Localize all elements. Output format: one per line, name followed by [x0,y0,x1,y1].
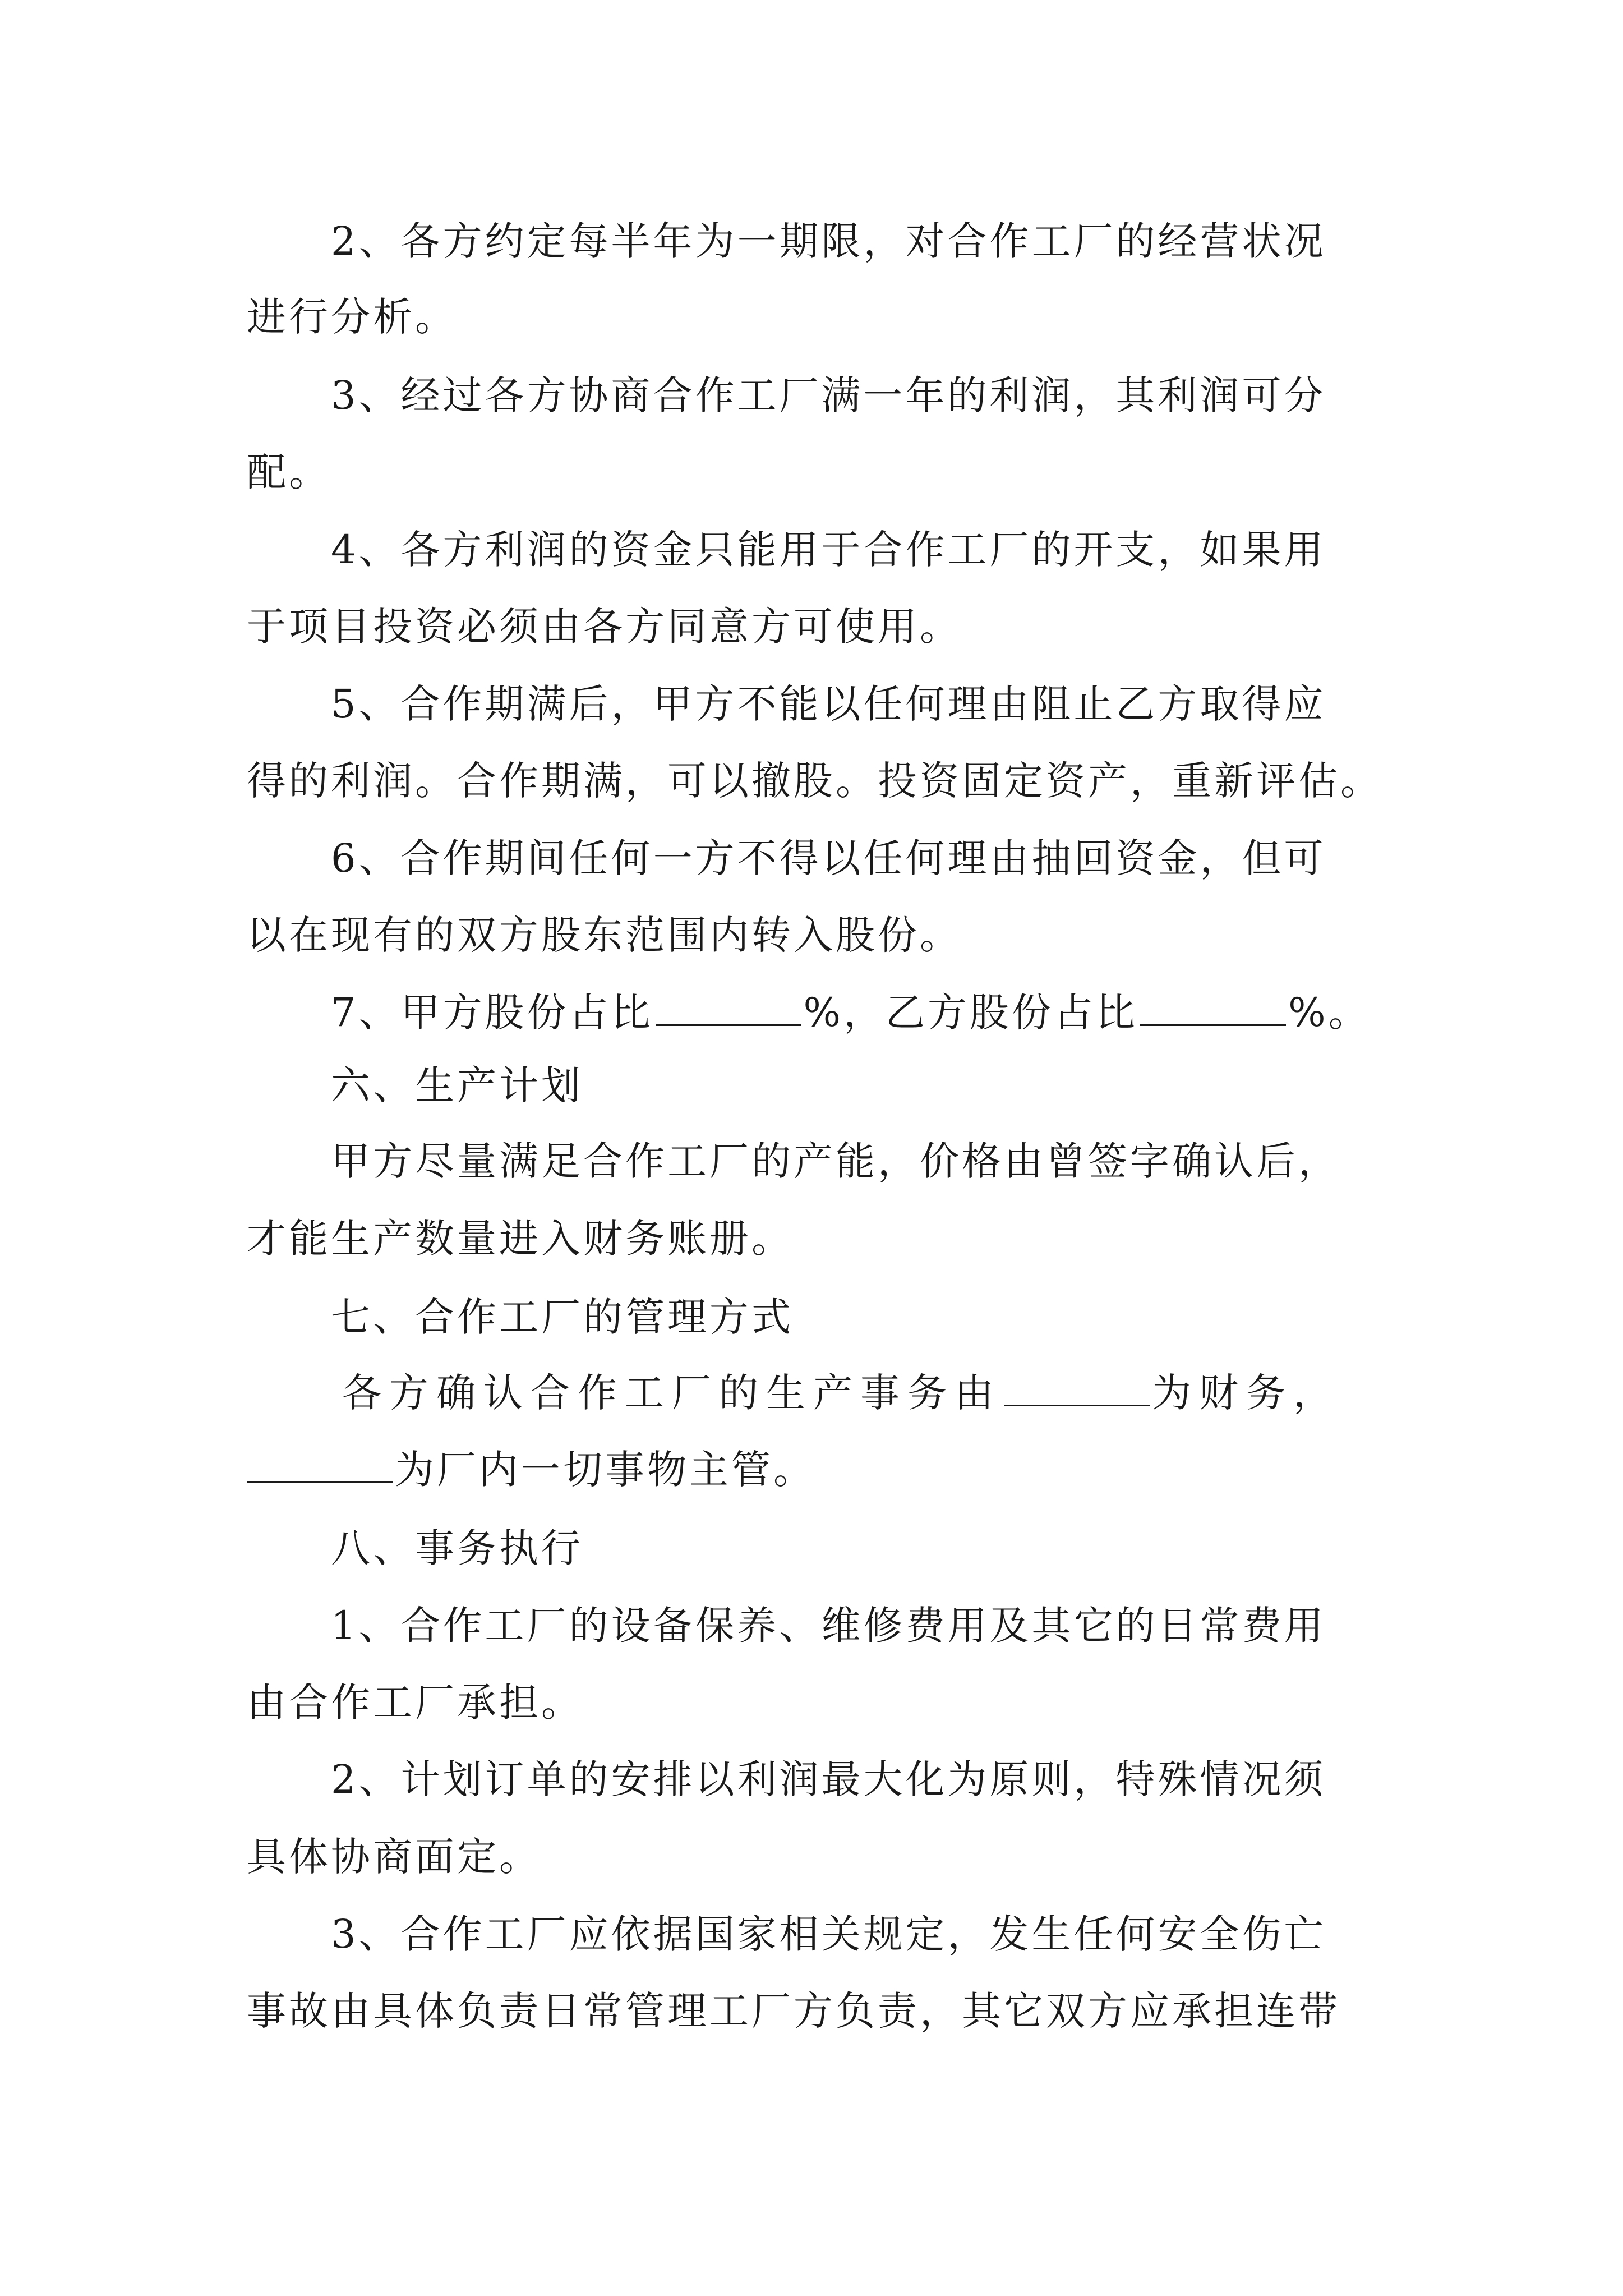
paragraph-line: 3、经过各方协商合作工厂满一年的利润，其利润可分 [331,372,1326,418]
section-heading: 七、合作工厂的管理方式 [331,1294,794,1340]
paragraph-line: 2、计划订单的安排以利润最大化为原则，特殊情况须 [331,1756,1326,1802]
paragraph-line: 事故由具体负责日常管理工厂方负责，其它双方应承担连带 [247,1988,1340,2034]
paragraph-line: 由合作工厂承担。 [247,1680,583,1726]
shares-text-2: %，乙方股份占比 [803,990,1138,1036]
management-text-1: 各方确认合作工厂的生产事务由 [342,1370,1002,1416]
paragraph-line: 3、合作工厂应依据国家相关规定，发生任何安全伤亡 [331,1911,1326,1957]
paragraph-line: 进行分析。 [247,294,457,340]
paragraph-line: 2、各方约定每半年为一期限，对合作工厂的经营状况 [331,218,1326,264]
management-line [342,1365,1340,1421]
paragraph-line: 6、合作期间任何一方不得以任何理由抽回资金，但可 [331,835,1326,881]
manager-text: 为厂内一切事物主管。 [395,1447,815,1493]
party-a-share-blank[interactable] [656,991,801,1026]
paragraph-line: 才能生产数量进入财务账册。 [247,1216,794,1262]
management-text-2: 为财务， [1152,1370,1340,1416]
paragraph-line: 于项目投资必须由各方同意方可使用。 [247,604,962,650]
section-heading: 八、事务执行 [331,1525,583,1571]
finance-person-blank[interactable] [1004,1371,1150,1406]
shares-text-3: %。 [1288,990,1371,1036]
party-b-share-blank[interactable] [1140,991,1286,1026]
paragraph-line: 4、各方利润的资金只能用于合作工厂的开支，如果用 [331,527,1326,573]
paragraph-line: 配。 [247,449,331,495]
paragraph-line: 5、合作期满后，甲方不能以任何理由阻止乙方取得应 [331,681,1326,727]
paragraph-line: 具体协商面定。 [247,1834,541,1880]
paragraph-line: 以在现有的双方股东范围内转入股份。 [247,912,962,958]
section-heading: 六、生产计划 [331,1062,583,1108]
manager-line [247,1442,815,1498]
shares-ratio-line [331,984,1371,1041]
shares-text-1: 7、甲方股份占比 [331,990,653,1036]
paragraph-line: 甲方尽量满足合作工厂的产能，价格由曾签字确认后， [331,1138,1340,1184]
factory-manager-blank[interactable] [247,1448,393,1483]
paragraph-line: 得的利润。合作期满，可以撤股。投资固定资产，重新评估。 [247,758,1382,804]
paragraph-line: 1、合作工厂的设备保养、维修费用及其它的日常费用 [331,1603,1326,1649]
